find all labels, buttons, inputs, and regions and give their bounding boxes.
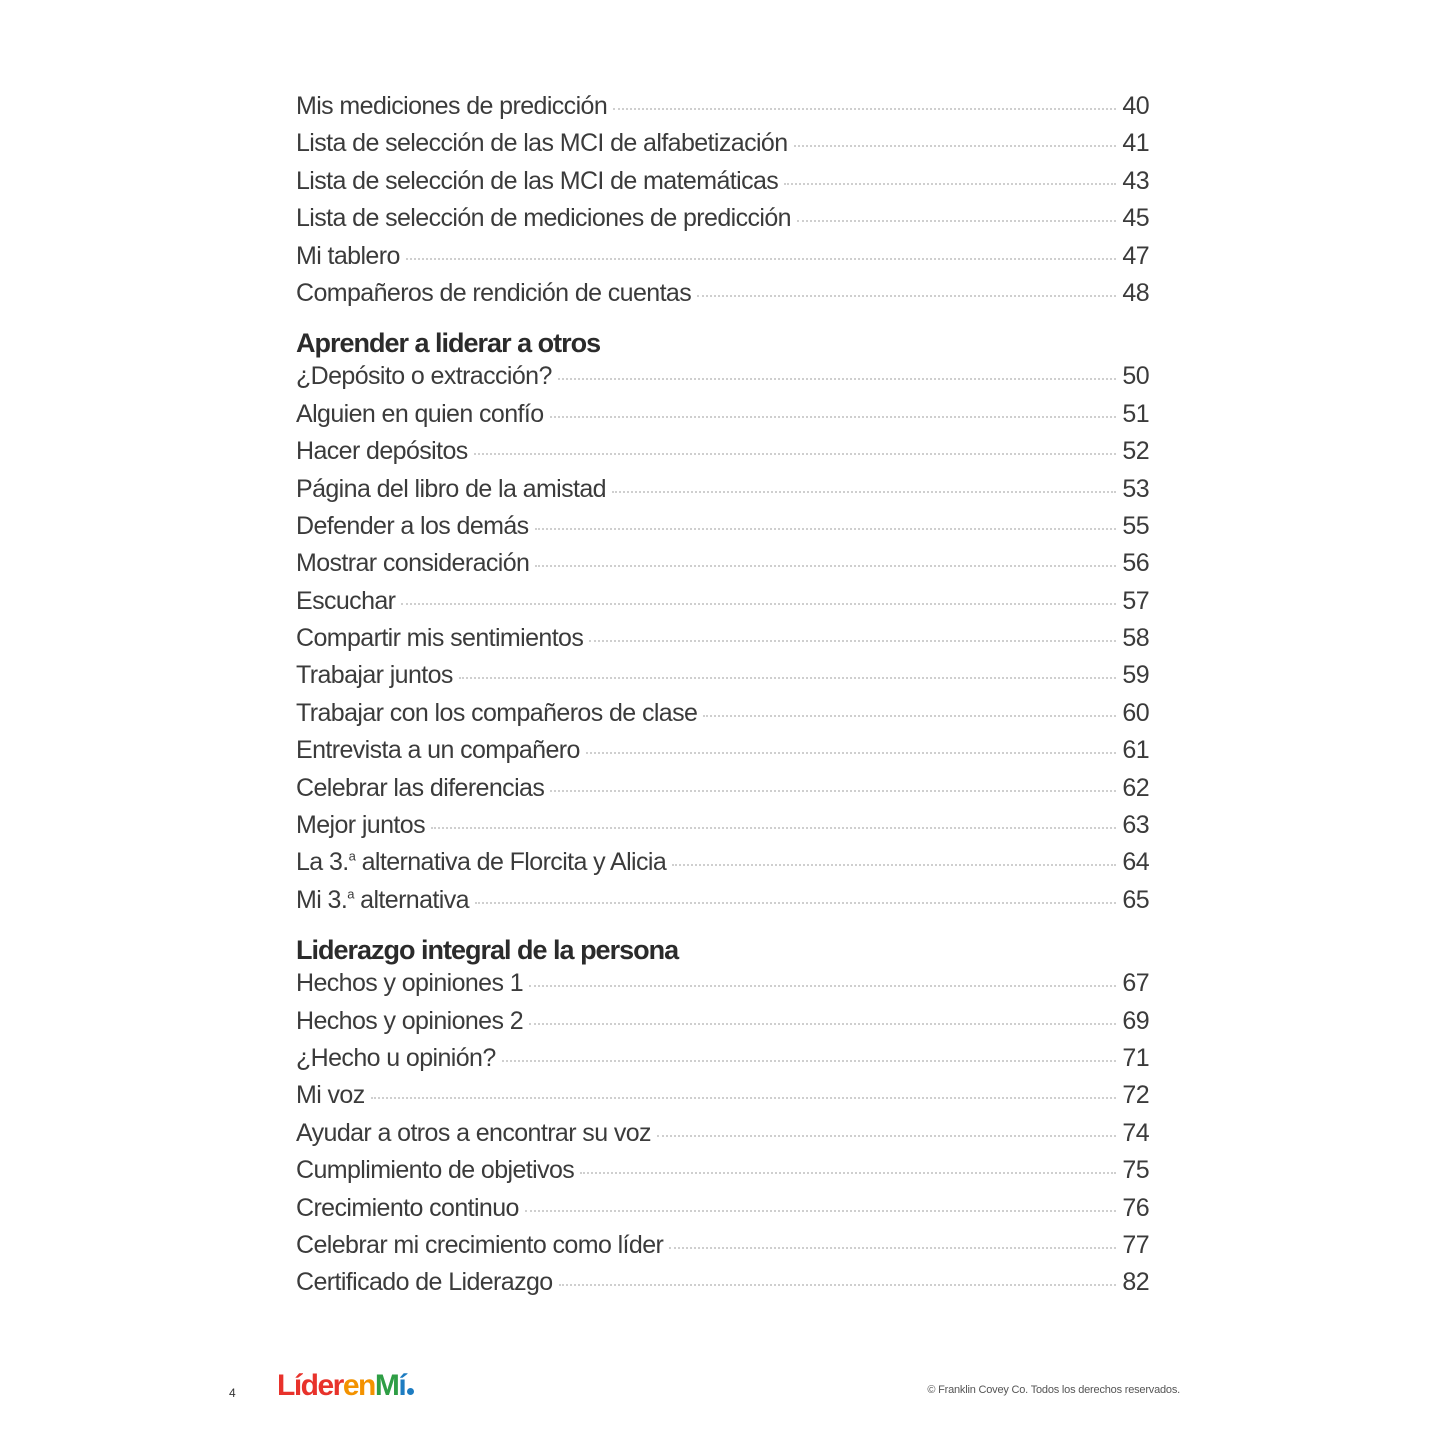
dot-leader [586, 752, 1117, 754]
toc-entry-label: Defender a los demás [296, 511, 529, 540]
logo-part: í [398, 1369, 406, 1402]
dot-leader [371, 1097, 1117, 1099]
toc-entry-page: 76 [1122, 1193, 1149, 1222]
dot-leader [474, 453, 1117, 455]
dot-leader [784, 183, 1116, 185]
page-number: 4 [229, 1386, 236, 1400]
toc-entry[interactable] [296, 587, 1149, 624]
toc-entry-label: Compartir mis sentimientos [296, 624, 584, 653]
toc-entry[interactable] [296, 512, 1149, 549]
toc-entry-page: 51 [1122, 399, 1149, 428]
toc-entry[interactable] [296, 661, 1149, 698]
toc-entry-page: 57 [1122, 586, 1149, 615]
toc-entry-page: 61 [1122, 736, 1149, 765]
toc-entry-page: 75 [1122, 1156, 1149, 1185]
toc-entry-page: 77 [1122, 1230, 1149, 1259]
toc-entry-page: 64 [1122, 848, 1149, 877]
toc-entry-label: ¿Depósito o extracción? [296, 362, 552, 391]
toc-entry-page: 62 [1122, 773, 1149, 802]
label-text-post: alternativa de Florcita y Alicia [355, 848, 667, 877]
toc-entry-label: Mi voz [296, 1081, 365, 1110]
dot-leader [502, 1060, 1117, 1062]
toc-entry-page: 74 [1122, 1118, 1149, 1147]
dot-leader [550, 790, 1116, 792]
dot-leader [558, 378, 1117, 380]
toc-entry-label: Hacer depósitos [296, 437, 468, 466]
lider-en-mi-logo [277, 1366, 414, 1406]
dot-leader [794, 145, 1117, 147]
toc-entry-page: 72 [1122, 1081, 1149, 1110]
toc-entry[interactable] [296, 1231, 1149, 1268]
toc-entry-label: Mi tablero [296, 241, 400, 270]
toc-entry-label: Trabajar juntos [296, 661, 453, 690]
toc-entry[interactable] [296, 848, 1149, 885]
toc-entry[interactable] [296, 1119, 1149, 1156]
toc-entry-page: 67 [1122, 969, 1149, 998]
label-text-pre: Mi 3. [296, 885, 348, 914]
dot-leader [703, 715, 1116, 717]
ordinal-superscript: a [347, 886, 354, 902]
toc-entry-page: 56 [1122, 549, 1149, 578]
dot-leader [672, 864, 1116, 866]
toc-entry-label: Compañeros de rendición de cuentas [296, 278, 692, 307]
toc-entry-label: Certificado de Liderazgo [296, 1268, 553, 1297]
toc-entry[interactable] [296, 736, 1149, 773]
toc-entry[interactable] [296, 362, 1149, 399]
toc-entry-label: Mostrar consideración [296, 549, 530, 578]
toc-entry-page: 48 [1122, 278, 1149, 307]
toc-entry-label: Página del libro de la amistad [296, 474, 606, 503]
dot-leader [475, 902, 1116, 904]
toc-entry[interactable] [296, 204, 1149, 241]
toc-entry-label: Alguien en quien confío [296, 399, 544, 428]
toc-entry-page: 63 [1122, 811, 1149, 840]
dot-leader [612, 491, 1116, 493]
toc-entry[interactable] [296, 437, 1149, 474]
toc-entry[interactable] [296, 167, 1149, 204]
toc-entry[interactable] [296, 279, 1149, 316]
dot-leader [669, 1247, 1116, 1249]
toc-entry-label: Celebrar las diferencias [296, 773, 545, 802]
toc-entry[interactable] [296, 774, 1149, 811]
label-text-pre: La 3. [296, 848, 349, 877]
toc-entry-label: Lista de selección de mediciones de predicción [296, 204, 791, 233]
toc-entry-label: Ayudar a otros a encontrar su voz [296, 1118, 651, 1147]
toc-entry[interactable] [296, 129, 1149, 166]
toc-entry-page: 50 [1122, 362, 1149, 391]
toc-entry[interactable] [296, 624, 1149, 661]
copyright-notice: © Franklin Covey Co. Todos los derechos reservados. [927, 1384, 1180, 1396]
toc-entry[interactable] [296, 1194, 1149, 1231]
dot-leader [550, 416, 1117, 418]
toc-entry-label: Mejor juntos [296, 811, 425, 840]
logo-part: en [342, 1369, 375, 1402]
section-heading: Liderazgo integral de la persona [296, 935, 679, 966]
toc-entry[interactable] [296, 811, 1149, 848]
logo-part: Líder [277, 1369, 343, 1402]
toc-entry-label: Entrevista a un compañero [296, 736, 580, 765]
toc-entry[interactable] [296, 886, 1149, 923]
dot-leader [401, 603, 1116, 605]
dot-leader [459, 677, 1117, 679]
toc-entry-page: 58 [1122, 624, 1149, 653]
ordinal-superscript: a [348, 849, 356, 865]
dot-leader [525, 1210, 1117, 1212]
toc-entry-label: ¿Hecho u opinión? [296, 1043, 496, 1072]
toc-entry-label [296, 848, 666, 877]
dot-leader [406, 258, 1117, 260]
dot-leader [529, 985, 1116, 987]
toc-entry[interactable] [296, 969, 1149, 1006]
toc-entry-page: 43 [1122, 166, 1149, 195]
toc-entry-page: 65 [1122, 885, 1149, 914]
toc-entry-page: 52 [1122, 437, 1149, 466]
toc-entry-page: 71 [1122, 1043, 1149, 1072]
toc-entry-label: Mis mediciones de predicción [296, 92, 608, 120]
toc-entry-label: Lista de selección de las MCI de alfabetización [296, 129, 788, 158]
dot-leader [697, 295, 1116, 297]
logo-dot [407, 1388, 414, 1395]
toc-entry-page: 41 [1122, 129, 1149, 158]
toc-entry[interactable] [296, 699, 1149, 736]
toc-entry-label: Celebrar mi crecimiento como líder [296, 1230, 664, 1259]
table-of-contents [296, 92, 1149, 1306]
toc-entry-page: 53 [1122, 474, 1149, 503]
toc-entry[interactable] [296, 549, 1149, 586]
toc-entry-page: 40 [1122, 92, 1149, 120]
dot-leader [589, 640, 1116, 642]
toc-entry[interactable] [296, 1081, 1149, 1118]
dot-leader [529, 1023, 1116, 1025]
toc-entry[interactable] [296, 242, 1149, 279]
toc-entry[interactable] [296, 1044, 1149, 1081]
toc-entry-page: 59 [1122, 661, 1149, 690]
toc-entry-label: Trabajar con los compañeros de clase [296, 698, 698, 727]
toc-entry[interactable] [296, 1156, 1149, 1193]
dot-leader [580, 1172, 1116, 1174]
toc-entry[interactable] [296, 1268, 1149, 1305]
dot-leader [559, 1284, 1117, 1286]
toc-entry-label: Hechos y opiniones 1 [296, 969, 524, 998]
toc-entry[interactable] [296, 92, 1149, 129]
toc-entry-label: Hechos y opiniones 2 [296, 1006, 524, 1035]
toc-entry-label [296, 886, 469, 915]
logo-part: M [374, 1369, 399, 1402]
dot-leader [613, 108, 1116, 110]
dot-leader [797, 220, 1116, 222]
toc-entry-page: 82 [1122, 1268, 1149, 1297]
toc-entry-page: 60 [1122, 698, 1149, 727]
dot-leader [535, 565, 1116, 567]
toc-entry-page: 69 [1122, 1006, 1149, 1035]
dot-leader [657, 1135, 1116, 1137]
section-heading: Aprender a liderar a otros [296, 328, 601, 359]
toc-entry-label: Crecimiento continuo [296, 1193, 519, 1222]
toc-entry[interactable] [296, 1007, 1149, 1044]
toc-entry-page: 47 [1122, 241, 1149, 270]
toc-entry-label: Lista de selección de las MCI de matemáticas [296, 166, 779, 195]
label-text-post: alternativa [353, 885, 469, 914]
toc-entry-label: Cumplimiento de objetivos [296, 1156, 575, 1185]
dot-leader [431, 827, 1116, 829]
toc-entry-label: Escuchar [296, 586, 396, 615]
toc-entry-page: 55 [1122, 511, 1149, 540]
toc-entry[interactable] [296, 400, 1149, 437]
dot-leader [535, 528, 1117, 530]
toc-entry[interactable] [296, 475, 1149, 512]
toc-entry-page: 45 [1122, 204, 1149, 233]
